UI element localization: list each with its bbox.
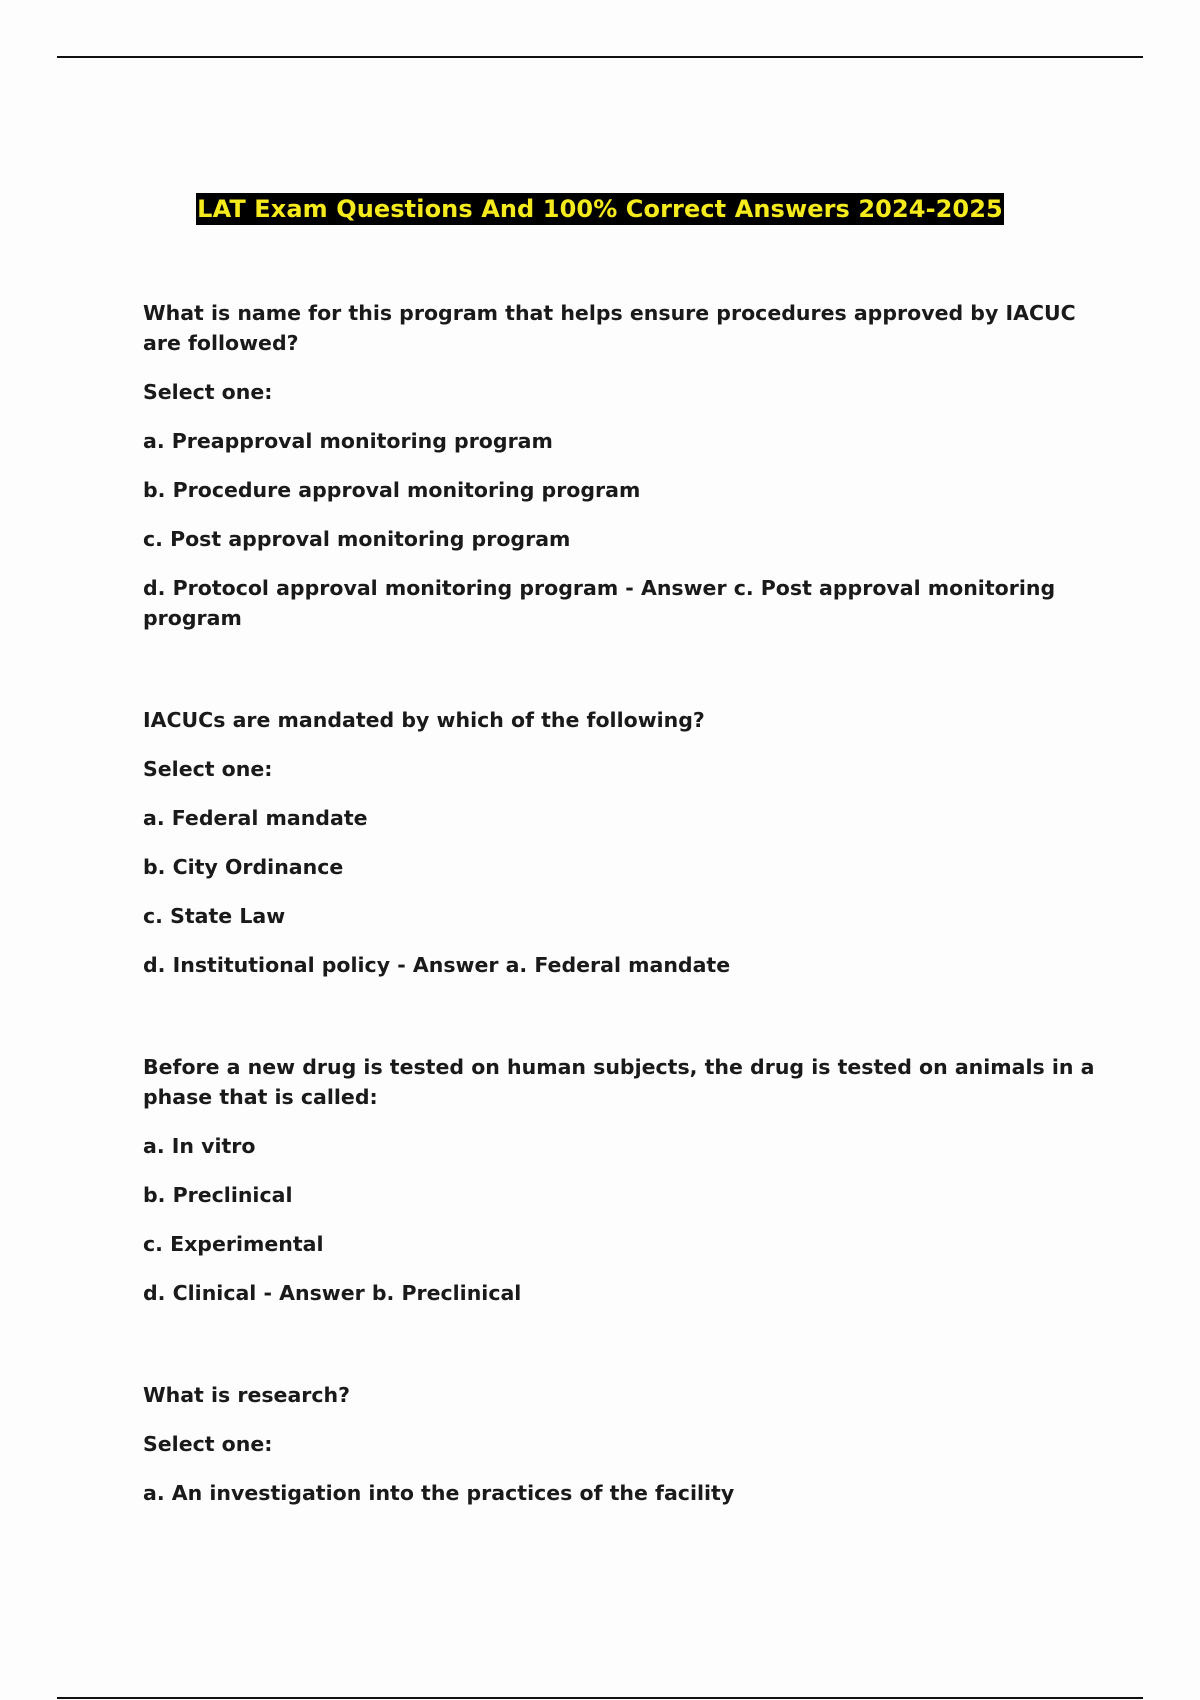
option-b: b. Procedure approval monitoring program [143, 478, 641, 502]
option-d-with-answer: d. Protocol approval monitoring program - Answer c. Post approval monitoring program [143, 576, 1056, 630]
header-rule [57, 56, 1143, 58]
option-d-with-answer: d. Institutional policy - Answer a. Federal mandate [143, 953, 731, 977]
question-text: What is name for this program that helps ensure procedures approved by IACUC are followed? [143, 301, 1076, 355]
option-a: a. In vitro [143, 1134, 256, 1158]
option-a: a. Preapproval monitoring program [143, 429, 553, 453]
document-title: LAT Exam Questions And 100% Correct Answers 2024-2025 [197, 195, 1003, 223]
questions-list [143, 298, 1103, 1580]
option-c: c. State Law [143, 904, 286, 928]
select-one-prompt: Select one: [143, 1432, 273, 1456]
question-4 [143, 1380, 1103, 1508]
question-text: IACUCs are mandated by which of the following? [143, 708, 705, 732]
option-c: c. Post approval monitoring program [143, 527, 571, 551]
question-text: Before a new drug is tested on human subjects, the drug is tested on animals in a phase that is called: [143, 1055, 1095, 1109]
select-one-prompt: Select one: [143, 757, 273, 781]
option-a: a. Federal mandate [143, 806, 368, 830]
select-one-prompt: Select one: [143, 380, 273, 404]
question-1 [143, 298, 1103, 633]
question-2 [143, 705, 1103, 980]
option-c: c. Experimental [143, 1232, 324, 1256]
option-a: a. An investigation into the practices of the facility [143, 1481, 735, 1505]
option-b: b. Preclinical [143, 1183, 293, 1207]
title-container [0, 193, 1200, 225]
question-3 [143, 1052, 1103, 1308]
footer-rule [57, 1697, 1143, 1699]
question-text: What is research? [143, 1383, 351, 1407]
option-b: b. City Ordinance [143, 855, 344, 879]
option-d-with-answer: d. Clinical - Answer b. Preclinical [143, 1281, 522, 1305]
